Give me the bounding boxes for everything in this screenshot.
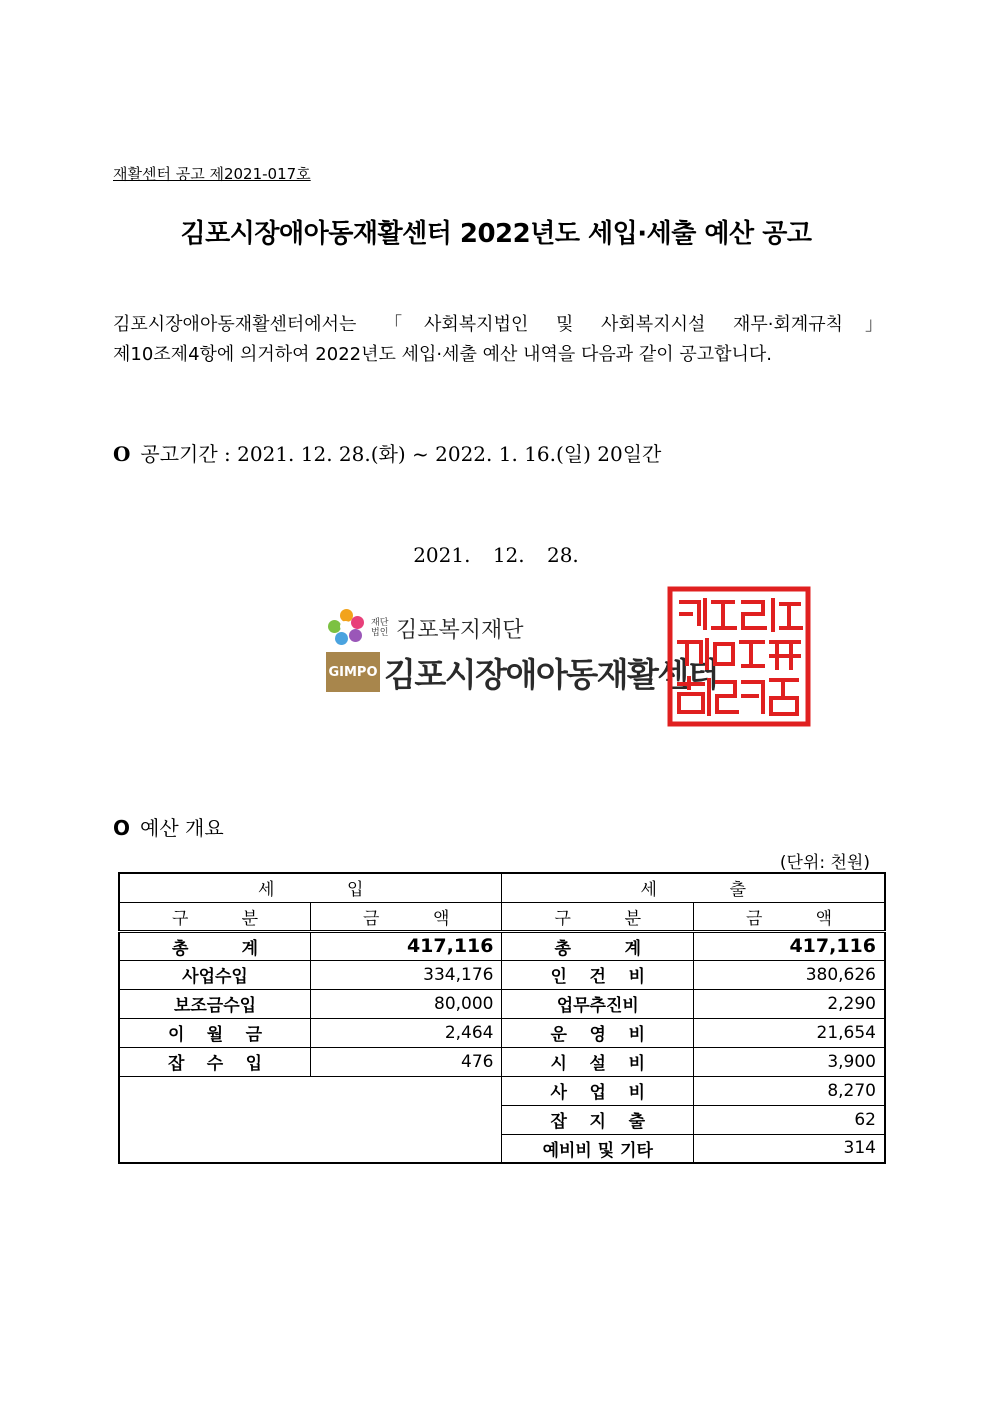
notice-body	[113, 310, 883, 370]
table-subheader-row	[119, 902, 885, 931]
table-row	[119, 1018, 885, 1047]
expense-item-label: 업무추진비	[502, 989, 694, 1018]
budget-table	[118, 872, 886, 1164]
expense-item-label: 사 업 비	[502, 1076, 694, 1105]
revenue-item-amount: 476	[311, 1047, 502, 1076]
revenue-category-header: 구 분	[119, 902, 311, 931]
revenue-item-amount: 334,176	[311, 960, 502, 989]
bullet-icon: O	[113, 816, 131, 840]
expense-item-label: 총 계	[502, 931, 694, 960]
center-logo	[326, 650, 718, 694]
expense-item-label: 인 건 비	[502, 960, 694, 989]
gimpo-badge: GIMPO	[326, 652, 380, 692]
foundation-name: 김포복지재단	[396, 617, 524, 643]
table-row	[119, 989, 885, 1018]
table-header-row	[119, 873, 885, 902]
expense-header: 세 출	[502, 873, 885, 902]
flower-logo-icon	[327, 608, 367, 648]
signature-date: 2021. 12. 28.	[413, 543, 579, 567]
revenue-item-amount: 2,464	[311, 1018, 502, 1047]
expense-item-amount: 8,270	[694, 1076, 885, 1105]
unit-label: (단위: 천원)	[779, 853, 870, 873]
table-row	[119, 1047, 885, 1076]
revenue-item-amount: 80,000	[311, 989, 502, 1018]
notice-period-text: 공고기간 : 2021. 12. 28.(화) ~ 2022. 1. 16.(일) 20일간	[140, 442, 662, 466]
expense-item-label: 운 영 비	[502, 1018, 694, 1047]
expense-item-amount: 62	[694, 1105, 885, 1134]
expense-item-amount: 21,654	[694, 1018, 885, 1047]
budget-section-title	[113, 812, 224, 841]
revenue-item-label: 보조금수입	[119, 989, 311, 1018]
table-row	[119, 960, 885, 989]
revenue-item-label: 잡 수 입	[119, 1047, 311, 1076]
table-row	[119, 1076, 885, 1105]
revenue-item-label: 이 월 금	[119, 1018, 311, 1047]
revenue-item-label: 총 계	[119, 931, 311, 960]
expense-item-label: 시 설 비	[502, 1047, 694, 1076]
budget-section-label: 예산 개요	[140, 816, 224, 840]
revenue-header: 세 입	[119, 873, 502, 902]
notice-body-line-2: 제10조제4항에 의거하여 2022년도 세입·세출 예산 내역을 다음과 같이 공고합니다.	[113, 344, 773, 365]
expense-item-amount: 417,116	[694, 931, 885, 960]
notice-period	[113, 438, 661, 467]
expense-item-amount: 380,626	[694, 960, 885, 989]
expense-item-amount: 3,900	[694, 1047, 885, 1076]
empty-revenue-cell	[119, 1076, 502, 1163]
notice-body-line-1: 김포시장애아동재활센터에서는 「사회복지법인 및 사회복지시설 재무·회계규칙」	[113, 314, 883, 335]
foundation-logo	[327, 608, 524, 648]
expense-amount-header: 금 액	[694, 902, 885, 931]
notice-number: 재활센터 공고 제2021-017호	[113, 165, 311, 183]
expense-item-amount: 2,290	[694, 989, 885, 1018]
center-name: 김포시장애아동재활센터	[384, 654, 719, 694]
expense-item-amount: 314	[694, 1134, 885, 1163]
foundation-type-label: 재단법인	[371, 618, 389, 638]
revenue-item-label: 사업수입	[119, 960, 311, 989]
table-row	[119, 931, 885, 960]
page-title: 김포시장애아동재활센터 2022년도 세입·세출 예산 공고	[180, 219, 812, 249]
expense-category-header: 구 분	[502, 902, 694, 931]
expense-item-label: 예비비 및 기타	[502, 1134, 694, 1163]
official-seal-icon	[667, 586, 811, 727]
revenue-item-amount: 417,116	[311, 931, 502, 960]
expense-item-label: 잡 지 출	[502, 1105, 694, 1134]
revenue-amount-header: 금 액	[311, 902, 502, 931]
bullet-icon: O	[113, 442, 131, 466]
